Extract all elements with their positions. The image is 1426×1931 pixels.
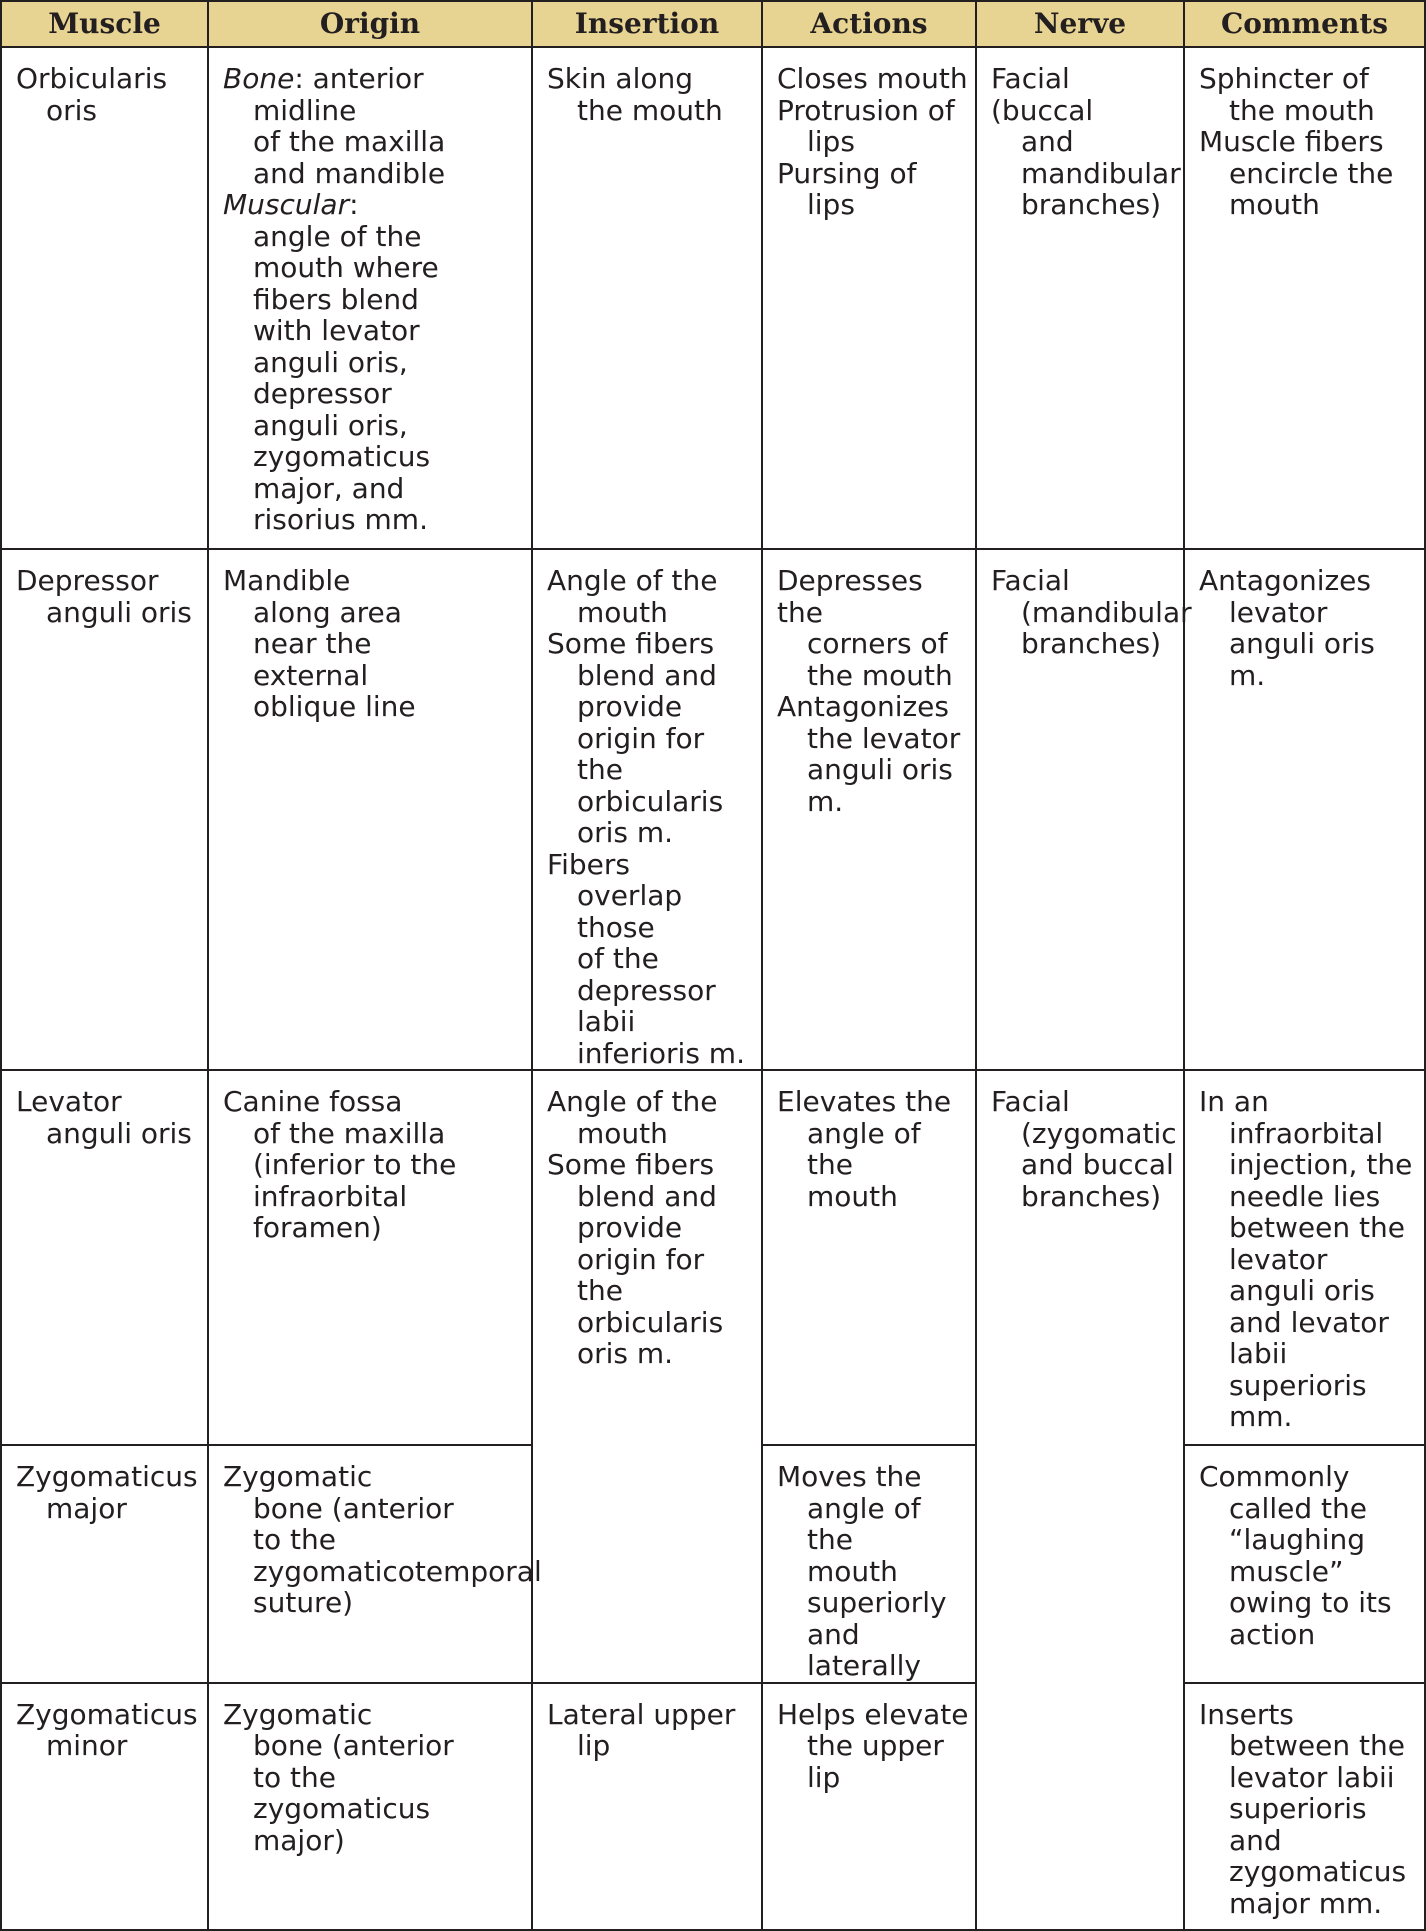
header-row <box>1 1 1425 47</box>
muscle-cell: Depressor anguli oris <box>1 549 208 1070</box>
muscle-cell: Orbicularis oris <box>1 47 208 549</box>
actions-cell: Closes mouth Protrusion of lips Pursing of lips <box>762 47 976 549</box>
comments-cell: Commonly called the “laughing muscle” owing to its action <box>1184 1445 1425 1683</box>
origin-cell: Zygomatic bone (anterior to the zygomaticotemporal suture) <box>208 1445 532 1683</box>
muscle-cell: Zygomaticus minor <box>1 1683 208 1930</box>
comments-cell: Antagonizes levator anguli oris m. <box>1184 549 1425 1070</box>
muscle-cell: Zygomaticus major <box>1 1445 208 1683</box>
table-row <box>1 47 1425 549</box>
actions-cell: Depresses the corners of the mouth Antagonizes the levator anguli oris m. <box>762 549 976 1070</box>
comments-cell: Inserts between the levator labii superioris and zygomaticus major mm. <box>1184 1683 1425 1930</box>
header-muscle: Muscle <box>1 1 208 47</box>
comments-cell: In an infraorbital injection, the needle lies between the levator anguli oris and levator labii superioris mm. <box>1184 1070 1425 1445</box>
header-origin: Origin <box>208 1 532 47</box>
actions-cell: Elevates the angle of the mouth <box>762 1070 976 1445</box>
table-row <box>1 549 1425 1070</box>
comments-cell: Sphincter of the mouth Muscle fibers encircle the mouth <box>1184 47 1425 549</box>
muscle-cell: Levator anguli oris <box>1 1070 208 1445</box>
origin-cell: Bone: anterior midline of the maxilla and mandible Muscular: angle of the mouth where fibers blend with levator anguli oris, depressor anguli oris, zygomaticus major, and risorius mm. <box>208 47 532 549</box>
origin-cell: Canine fossa of the maxilla (inferior to the infraorbital foramen) <box>208 1070 532 1445</box>
insertion-cell: Angle of the mouth Some fibers blend and provide origin for the orbicularis oris m. <box>532 1070 762 1683</box>
table-row <box>1 1070 1425 1445</box>
nerve-cell: Facial (buccal and mandibular branches) <box>976 47 1184 549</box>
origin-cell: Mandible along area near the external oblique line <box>208 549 532 1070</box>
origin-label-muscular: Muscular <box>223 188 350 221</box>
actions-cell: Helps elevate the upper lip <box>762 1683 976 1930</box>
origin-cell: Zygomatic bone (anterior to the zygomaticus major) <box>208 1683 532 1930</box>
nerve-cell: Facial (mandibular branches) <box>976 549 1184 1070</box>
nerve-cell: Facial (zygomatic and buccal branches) <box>976 1070 1184 1930</box>
header-insertion: Insertion <box>532 1 762 47</box>
insertion-cell: Angle of the mouth Some fibers blend and provide origin for the orbicularis oris m. Fibers overlap those of the depressor labii inferioris m. <box>532 549 762 1070</box>
origin-label-bone: Bone <box>223 62 295 95</box>
header-comments: Comments <box>1184 1 1425 47</box>
header-actions: Actions <box>762 1 976 47</box>
header-nerve: Nerve <box>976 1 1184 47</box>
actions-cell: Moves the angle of the mouth superiorly and laterally <box>762 1445 976 1683</box>
insertion-cell: Skin along the mouth <box>532 47 762 549</box>
table-row <box>1 1683 1425 1930</box>
insertion-cell: Lateral upper lip <box>532 1683 762 1930</box>
